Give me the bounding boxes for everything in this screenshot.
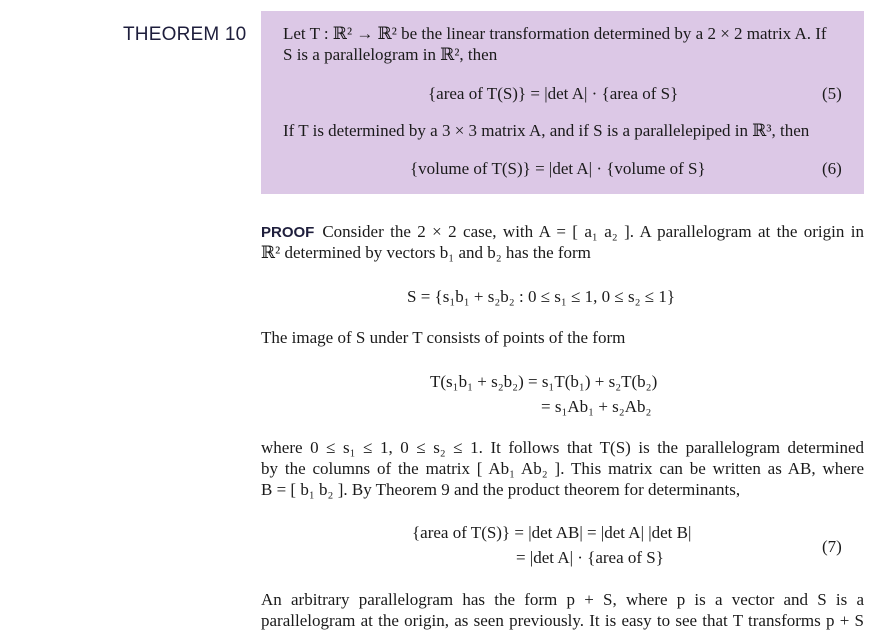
equation-T-line-1: T(s₁b₁ + s₂b₂) = s₁T(b₁) + s₂T(b₂) xyxy=(430,372,658,391)
equation-S: S = {s₁b₁ + s₂b₂ : 0 ≤ s₁ ≤ 1, 0 ≤ s₂ ≤ 1} xyxy=(407,287,676,306)
proof-paragraph-3-line-3: B = [ b₁ b₂ ]. By Theorem 9 and the product theorem for determinants, xyxy=(261,480,741,499)
proof-paragraph-3-line-1: where 0 ≤ s₁ ≤ 1, 0 ≤ s₂ ≤ 1. It follows that T(S) is the parallelogram determined xyxy=(261,438,864,457)
theorem-line-2: S is a parallelogram in ℝ², then xyxy=(283,45,498,64)
equation-7-number: (7) xyxy=(822,537,842,556)
theorem-line-1: Let T : ℝ² → ℝ² be the linear transformation determined by a 2 × 2 matrix A. If xyxy=(283,24,827,43)
equation-7-line-1: {area of T(S)} = |det AB| = |det A| |det B| xyxy=(412,523,692,542)
equation-7-line-2: = |det A| · {area of S} xyxy=(516,548,664,567)
proof-paragraph-4-line-2: parallelogram at the origin, as seen previously. It is easy to see that T transforms p + S xyxy=(261,611,864,630)
equation-5: {area of T(S)} = |det A| · {area of S} xyxy=(428,84,679,103)
proof-paragraph-1-line-1 xyxy=(261,222,864,243)
equation-6-number: (6) xyxy=(822,159,842,178)
equation-6: {volume of T(S)} = |det A| · {volume of S} xyxy=(410,159,706,178)
proof-paragraph-1-line-2: ℝ² determined by vectors b₁ and b₂ has the form xyxy=(261,243,591,262)
theorem-label: THEOREM 10 xyxy=(123,24,247,45)
proof-paragraph-4-line-1: An arbitrary parallelogram has the form p + S, where p is a vector and S is a xyxy=(261,590,864,609)
equation-T-line-2: = s₁Ab₁ + s₂Ab₂ xyxy=(541,397,652,416)
proof-paragraph-2: The image of S under T consists of points of the form xyxy=(261,328,626,347)
proof-paragraph-1-text: Consider the 2 × 2 case, with A = [ a₁ a₂ ]. A parallelogram at the origin in xyxy=(322,222,864,241)
equation-5-number: (5) xyxy=(822,84,842,103)
proof-paragraph-3-line-2: by the columns of the matrix [ Ab₁ Ab₂ ]. This matrix can be written as AB, where xyxy=(261,459,864,478)
theorem-line-3: If T is determined by a 3 × 3 matrix A, and if S is a parallelepiped in ℝ³, then xyxy=(283,121,810,140)
proof-label: PROOF xyxy=(261,224,315,241)
